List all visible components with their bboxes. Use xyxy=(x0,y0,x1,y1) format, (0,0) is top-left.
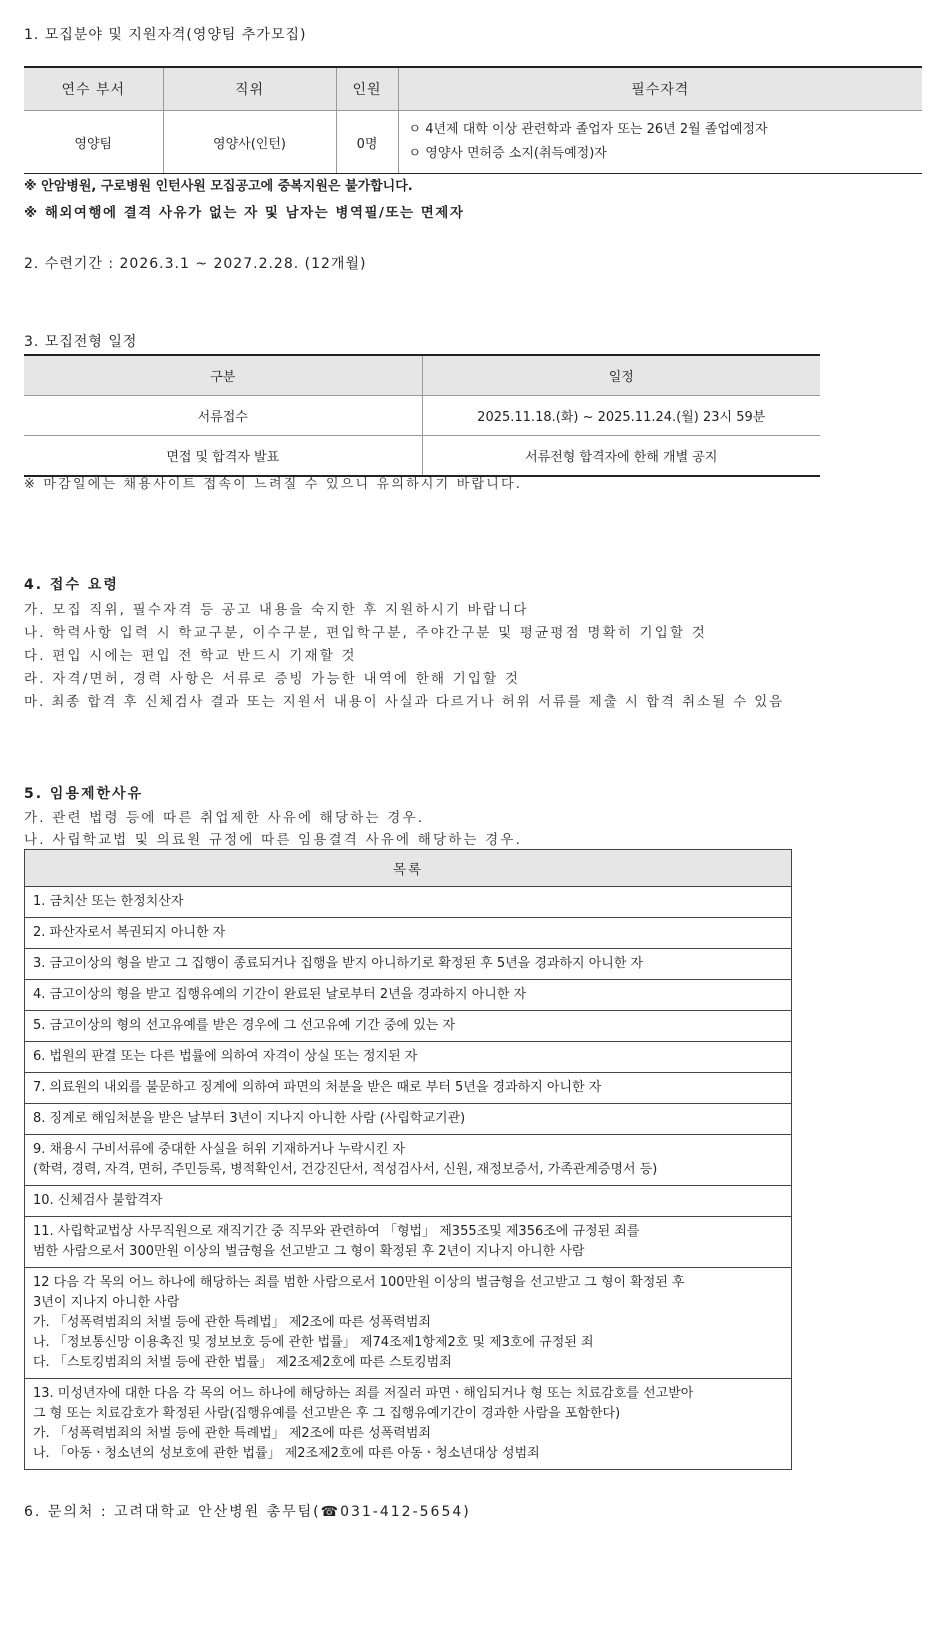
section3-title: 3. 모집전형 일정 xyxy=(24,334,138,350)
section6-title xyxy=(24,1501,471,1521)
disqualification-row xyxy=(25,1104,792,1135)
header-position: 직위 xyxy=(163,67,336,111)
recruitment-header-row xyxy=(24,67,922,111)
application-item: 가. 모집 직위, 필수자격 등 공고 내용을 숙지한 후 지원하시기 바랍니다 xyxy=(24,602,529,618)
disqualification-row xyxy=(25,1186,792,1217)
qualification-item: ㅇ 4년제 대학 이상 관련학과 졸업자 또는 26년 2월 졸업예정자 xyxy=(408,122,768,137)
schedule-header-row xyxy=(24,355,820,396)
disqualification-cell xyxy=(25,918,792,949)
travel-military-note: ※ 해외여행에 결격 사유가 없는 자 및 남자는 병역필/또는 면제자 xyxy=(24,205,465,221)
recruitment-table xyxy=(24,66,922,174)
disqualification-line: 1. 금치산 또는 한정치산자 xyxy=(33,894,184,909)
disqualification-line: 9. 채용시 구비서류에 중대한 사실을 허위 기재하거나 누락시킨 자 xyxy=(33,1142,405,1157)
schedule-table xyxy=(24,354,820,477)
disqualification-cell xyxy=(25,1104,792,1135)
disqualification-table xyxy=(24,849,792,1470)
disqualification-line: 7. 의료원의 내외를 불문하고 징계에 의하여 파면의 처분을 받은 때로 부터 5년을 경과하지 아니한 자 xyxy=(33,1080,602,1095)
schedule-date: 서류전형 합격자에 한해 개별 공지 xyxy=(422,436,820,477)
section2-title: 2. 수련기간 : 2026.3.1 ~ 2027.2.28. (12개월) xyxy=(24,256,367,272)
disqualification-line: 11. 사립학교법상 사무직원으로 재직기간 중 직무와 관련하여 「형법」 제355조및 제356조에 규정된 죄를 xyxy=(33,1224,640,1239)
disqualification-line: 13. 미성년자에 대한 다음 각 목의 어느 하나에 해당하는 죄를 저질러 파면ㆍ해임되거나 형 또는 치료감호를 선고받아 xyxy=(33,1386,694,1401)
disqualification-cell xyxy=(25,1268,792,1379)
qualification-cell xyxy=(398,111,922,174)
disqualification-line: 5. 금고이상의 형의 선고유예를 받은 경우에 그 선고유예 기간 중에 있는 자 xyxy=(33,1018,456,1033)
application-item: 나. 학력사항 입력 시 학교구분, 이수구분, 편입학구분, 주야간구분 및 평균평점 명확히 기입할 것 xyxy=(24,625,708,641)
disqualification-body xyxy=(25,887,792,1470)
disqualification-row xyxy=(25,1217,792,1268)
section4-title: 4. 접수 요령 xyxy=(24,577,119,593)
disqualification-line: 3. 금고이상의 형을 받고 그 집행이 종료되거나 집행을 받지 아니하기로 확정된 후 5년을 경과하지 아니한 자 xyxy=(33,956,644,971)
disqualification-line: 나. 「아동ㆍ청소년의 성보호에 관한 법률」 제2조제2호에 따른 아동ㆍ청소년대상 성범죄 xyxy=(33,1446,540,1461)
disqualification-line: 그 형 또는 치료감호가 확정된 사람(집행유예를 선고받은 후 그 집행유예기간이 경과한 사람을 포함한다) xyxy=(33,1406,621,1421)
disqualification-line: 가. 「성폭력범죄의 처벌 등에 관한 특례법」 제2조에 따른 성폭력범죄 xyxy=(33,1315,431,1330)
restriction-item: 가. 관련 법령 등에 따른 취업제한 사유에 해당하는 경우. xyxy=(24,810,425,826)
disqualification-row xyxy=(25,918,792,949)
disqualification-header-row xyxy=(25,850,792,887)
disqualification-cell xyxy=(25,1186,792,1217)
disqualification-line: 10. 신체검사 불합격자 xyxy=(33,1193,163,1208)
header-dept: 연수 부서 xyxy=(24,67,163,111)
application-item: 마. 최종 합격 후 신체검사 결과 또는 지원서 내용이 사실과 다르거나 허위 서류를 제출 시 합격 취소될 수 있음 xyxy=(24,694,785,710)
disqualification-row xyxy=(25,1011,792,1042)
qualification-item: ㅇ 영양사 면허증 소지(취득예정)자 xyxy=(408,146,607,161)
header-category: 구분 xyxy=(24,355,422,396)
disqualification-line: 2. 파산자로서 복권되지 아니한 자 xyxy=(33,925,226,940)
disqualification-row xyxy=(25,1268,792,1379)
disqualification-line: 12 다음 각 목의 어느 하나에 해당하는 죄를 범한 사람으로서 100만원 이상의 벌금형을 선고받고 그 형이 확정된 후 xyxy=(33,1275,685,1290)
disqualification-line: 가. 「성폭력범죄의 처벌 등에 관한 특례법」 제2조에 따른 성폭력범죄 xyxy=(33,1426,431,1441)
disqualification-line: 8. 징계로 해임처분을 받은 날부터 3년이 지나지 아니한 사람 (사립학교기관) xyxy=(33,1111,466,1126)
application-item: 다. 편입 시에는 편입 전 학교 반드시 기재할 것 xyxy=(24,648,357,664)
count-cell: 0명 xyxy=(336,111,398,174)
disqualification-cell xyxy=(25,887,792,918)
section5-title: 5. 임용제한사유 xyxy=(24,786,144,802)
application-item: 라. 자격/면허, 경력 사항은 서류로 증빙 가능한 내역에 한해 기입할 것 xyxy=(24,671,521,687)
disqualification-cell xyxy=(25,980,792,1011)
disqualification-line: 6. 법원의 판결 또는 다른 법률에 의하여 자격이 상실 또는 정지된 자 xyxy=(33,1049,418,1064)
disqualification-cell xyxy=(25,1135,792,1186)
header-count: 인원 xyxy=(336,67,398,111)
header-list: 목록 xyxy=(25,850,792,887)
disqualification-row xyxy=(25,887,792,918)
disqualification-line: 다. 「스토킹범죄의 처벌 등에 관한 법률」 제2조제2호에 따른 스토킹범죄 xyxy=(33,1355,452,1370)
disqualification-cell xyxy=(25,1042,792,1073)
dept-cell: 영양팀 xyxy=(24,111,163,174)
recruitment-row xyxy=(24,111,922,174)
header-qualification: 필수자격 xyxy=(398,67,922,111)
contact-text: 6. 문의처 : 고려대학교 안산병원 총무팀(☎031-412-5654) xyxy=(24,1504,471,1520)
header-schedule: 일정 xyxy=(422,355,820,396)
disqualification-line: 3년이 지나지 아니한 사람 xyxy=(33,1295,180,1310)
disqualification-line: 나. 「정보통신망 이용촉진 및 정보보호 등에 관한 법률」 제74조제1항제2호 및 제3호에 규정된 죄 xyxy=(33,1335,594,1350)
disqualification-line: 범한 사람으로서 300만원 이상의 벌금형을 선고받고 그 형이 확정된 후 2년이 지나지 아니한 사람 xyxy=(33,1244,585,1259)
disqualification-row xyxy=(25,1073,792,1104)
disqualification-cell xyxy=(25,1073,792,1104)
duplicate-note: ※ 안암병원, 구로병원 인턴사원 모집공고에 중복지원은 불가합니다. xyxy=(24,179,413,194)
position-cell: 영양사(인턴) xyxy=(163,111,336,174)
schedule-date: 2025.11.18.(화) ~ 2025.11.24.(월) 23시 59분 xyxy=(422,396,820,436)
disqualification-line: 4. 금고이상의 형을 받고 집행유예의 기간이 완료된 날로부터 2년을 경과하지 아니한 자 xyxy=(33,987,527,1002)
restriction-item: 나. 사립학교법 및 의료원 규정에 따른 임용결격 사유에 해당하는 경우. xyxy=(24,832,523,848)
schedule-category: 면접 및 합격자 발표 xyxy=(24,436,422,477)
disqualification-row xyxy=(25,980,792,1011)
schedule-row xyxy=(24,436,820,477)
disqualification-row xyxy=(25,1135,792,1186)
disqualification-cell xyxy=(25,1011,792,1042)
section1-title: 1. 모집분야 및 지원자격(영양팀 추가모집) xyxy=(24,27,307,43)
deadline-note: ※ 마감일에는 채용사이트 접속이 느려질 수 있으니 유의하시기 바랍니다. xyxy=(24,477,523,492)
disqualification-line: (학력, 경력, 자격, 면허, 주민등록, 병적확인서, 건강진단서, 적성검사서, 신원, 재정보증서, 가족관계증명서 등) xyxy=(33,1162,658,1177)
disqualification-cell xyxy=(25,1217,792,1268)
disqualification-cell xyxy=(25,1379,792,1470)
disqualification-row xyxy=(25,949,792,980)
schedule-category: 서류접수 xyxy=(24,396,422,436)
disqualification-row xyxy=(25,1042,792,1073)
disqualification-row xyxy=(25,1379,792,1470)
disqualification-cell xyxy=(25,949,792,980)
schedule-row xyxy=(24,396,820,436)
